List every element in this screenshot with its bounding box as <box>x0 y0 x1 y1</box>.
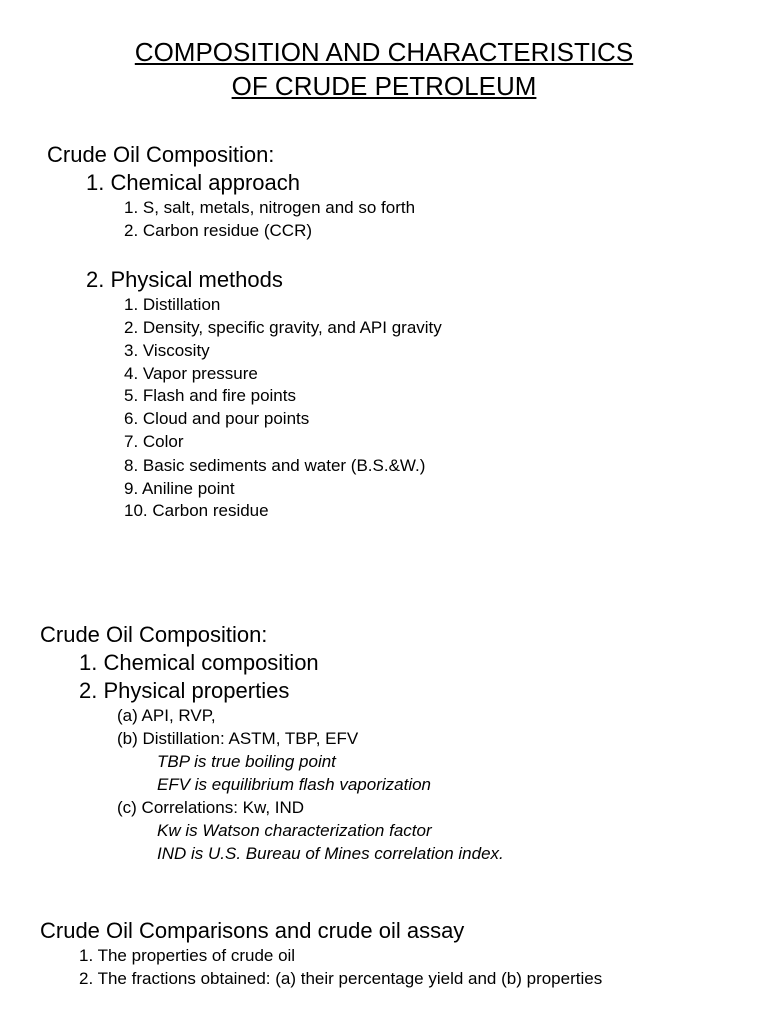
property-a: (a) API, RVP, <box>117 706 216 725</box>
section2-heading: Crude Oil Composition: <box>40 622 268 647</box>
page-title-line-1: COMPOSITION AND CHARACTERISTICS <box>134 37 634 67</box>
physical-item-1: 1. Distillation <box>124 295 221 314</box>
chemical-item-2: 2. Carbon residue (CCR) <box>124 221 313 240</box>
chemical-composition-item: 1. Chemical composition <box>79 650 319 675</box>
chemical-approach-label: 1. Chemical approach <box>86 170 301 195</box>
property-b-note-1: TBP is true boiling point <box>157 752 336 771</box>
chemical-item-1: 1. S, salt, metals, nitrogen and so forth <box>124 198 416 217</box>
physical-item-7: 7. Color <box>124 432 184 451</box>
physical-item-2: 2. Density, specific gravity, and API gravity <box>124 318 442 337</box>
property-c: (c) Correlations: Kw, IND <box>117 798 305 817</box>
section1-heading: Crude Oil Composition: <box>47 142 275 167</box>
physical-item-5: 5. Flash and fire points <box>124 386 296 405</box>
physical-item-6: 6. Cloud and pour points <box>124 409 310 428</box>
assay-item-2: 2. The fractions obtained: (a) their percentage yield and (b) properties <box>79 969 603 988</box>
property-c-note-2: IND is U.S. Bureau of Mines correlation index. <box>157 844 504 863</box>
physical-properties-item: 2. Physical properties <box>79 678 290 703</box>
physical-item-4: 4. Vapor pressure <box>124 364 258 383</box>
property-b-note-2: EFV is equilibrium flash vaporization <box>157 775 432 794</box>
property-b: (b) Distillation: ASTM, TBP, EFV <box>117 729 359 748</box>
physical-item-10: 10. Carbon residue <box>124 501 269 520</box>
property-c-note-1: Kw is Watson characterization factor <box>157 821 432 840</box>
section3-heading: Crude Oil Comparisons and crude oil assay <box>40 918 465 943</box>
physical-item-3: 3. Viscosity <box>124 341 210 360</box>
physical-methods-label: 2. Physical methods <box>86 267 283 292</box>
assay-item-1: 1. The properties of crude oil <box>79 946 296 965</box>
physical-item-8: 8. Basic sediments and water (B.S.&W.) <box>124 456 426 475</box>
physical-item-9: 9. Aniline point <box>124 479 235 498</box>
page-title-line-2: OF CRUDE PETROLEUM <box>231 71 537 101</box>
